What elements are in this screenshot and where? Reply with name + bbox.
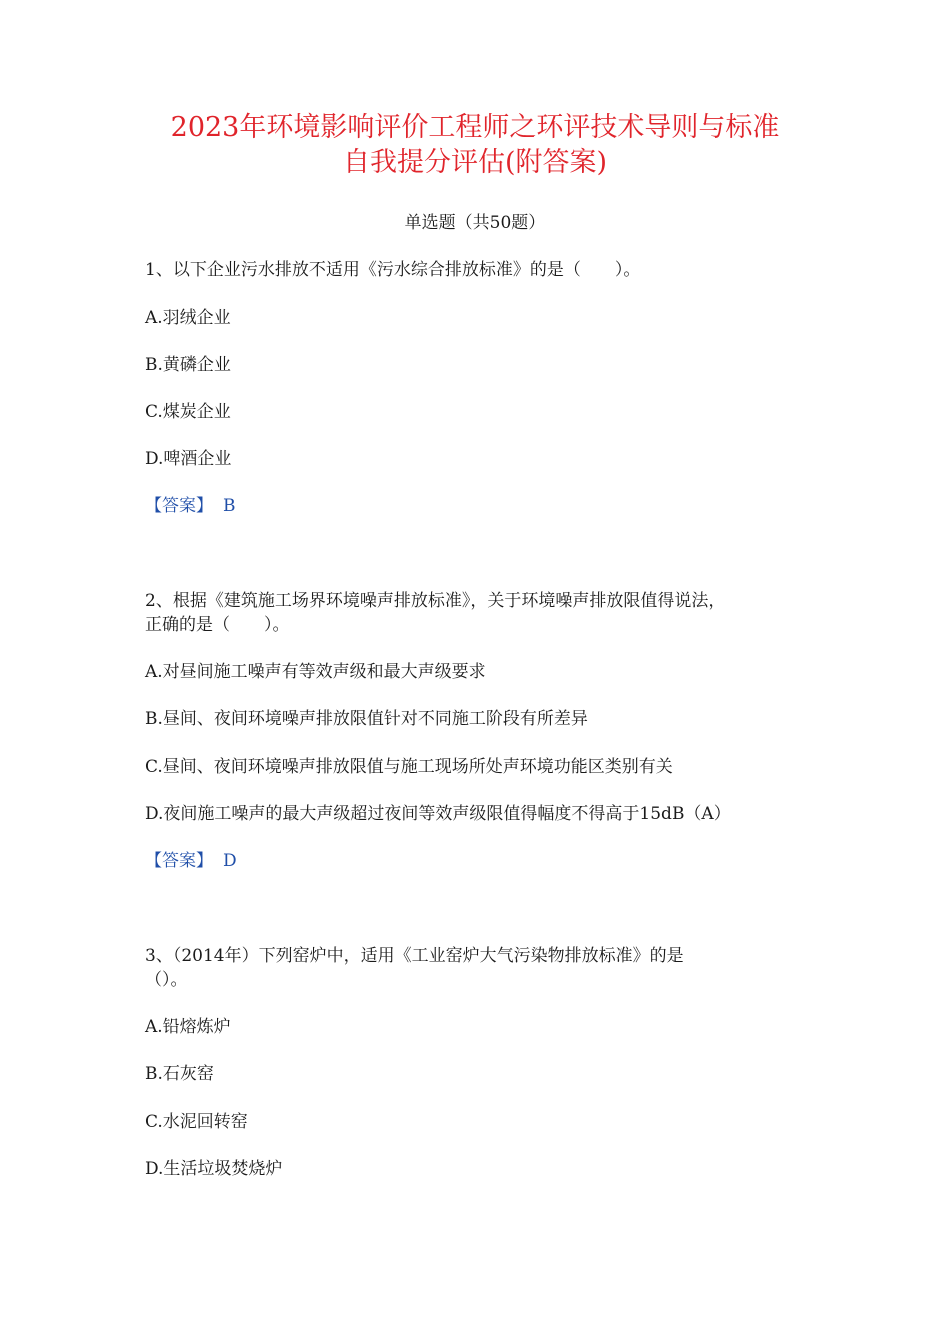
question-2-option-a: A.对昼间施工噪声有等效声级和最大声级要求 — [145, 662, 486, 682]
answer-value: D — [223, 851, 237, 871]
question-1-option-c: C.煤炭企业 — [145, 402, 231, 422]
question-3-option-c: C.水泥回转窑 — [145, 1112, 248, 1132]
document-title-line1: 2023年环境影响评价工程师之环评技术导则与标准 — [170, 112, 780, 143]
question-3-option-b: B.石灰窑 — [145, 1064, 214, 1084]
section-heading: 单选题（共50题） — [404, 213, 546, 233]
question-2-stem-line1: 2、根据《建筑施工场界环境噪声排放标准》，关于环境噪声排放限值得说法， — [145, 591, 726, 611]
question-3-option-d: D.生活垃圾焚烧炉 — [145, 1159, 283, 1179]
question-2-stem-line2: 正确的是（ ）。 — [145, 615, 290, 635]
document-title-line2: 自我提分评估(附答案) — [342, 147, 608, 178]
question-1-option-d: D.啤酒企业 — [145, 449, 232, 469]
question-1-option-a: A.羽绒企业 — [145, 308, 231, 328]
question-1-answer — [145, 494, 815, 518]
question-3-stem-line1: 3、（2014年）下列窑炉中，适用《工业窑炉大气污染物排放标准》的是 — [145, 946, 684, 966]
question-1-option-b: B.黄磷企业 — [145, 355, 231, 375]
answer-value: B — [223, 496, 236, 516]
question-3-option-a: A.铅熔炼炉 — [145, 1017, 231, 1037]
answer-label: 【答案】 — [145, 496, 213, 516]
question-2-option-d: D.夜间施工噪声的最大声级超过夜间等效声级限值得幅度不得高于15dB（A） — [145, 804, 731, 824]
question-2-option-b: B.昼间、夜间环境噪声排放限值针对不同施工阶段有所差异 — [145, 709, 588, 729]
question-2-option-c: C.昼间、夜间环境噪声排放限值与施工现场所处声环境功能区类别有关 — [145, 757, 673, 777]
question-1-stem: 1、以下企业污水排放不适用《污水综合排放标准》的是（ ）。 — [145, 260, 641, 280]
answer-label: 【答案】 — [145, 851, 213, 871]
question-2-answer — [145, 849, 815, 873]
question-3-stem-line2: （）。 — [145, 970, 188, 990]
